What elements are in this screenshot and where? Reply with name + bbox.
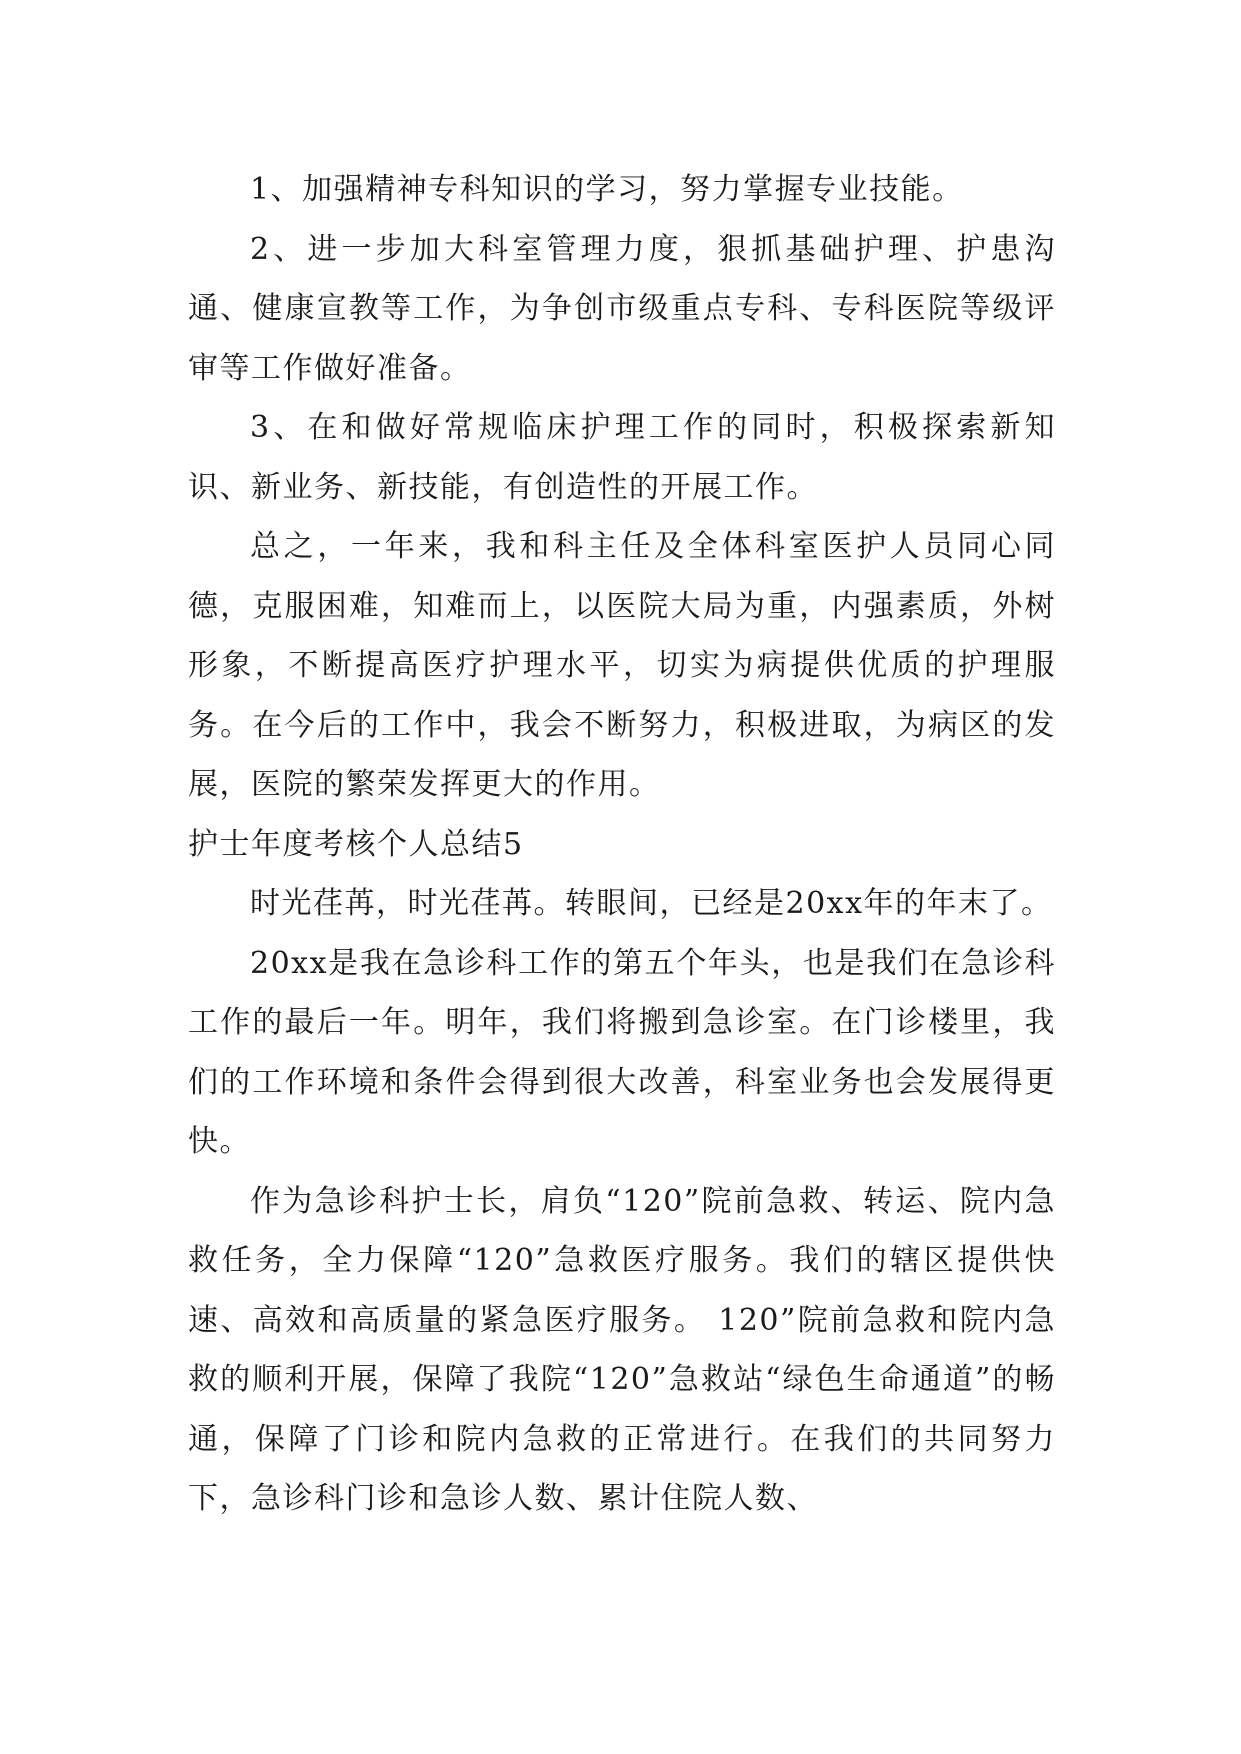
document-body (188, 160, 1056, 1529)
paragraph-item-3: 3、在和做好常规临床护理工作的同时，积极探索新知识、新业务、新技能，有创造性的开展工作。 (188, 410, 1056, 505)
paragraph-summary: 总之，一年来，我和科主任及全体科室医护人员同心同德，克服困难，知难而上，以医院大局为重，内强素质，外树形象，不断提高医疗护理水平，切实为病提供优质的护理服务。在今后的工作中，我会不断努力，积极进取，为病区的发展，医院的繁荣发挥更大的作用。 (188, 529, 1056, 802)
paragraph-fifth-year: 20xx是我在急诊科工作的第五个年头，也是我们在急诊科工作的最后一年。明年，我们将搬到急诊室。在门诊楼里，我们的工作环境和条件会得到很大改善，科室业务也会发展得更快。 (188, 945, 1056, 1159)
paragraph-item-1: 1、加强精神专科知识的学习，努力掌握专业技能。 (250, 172, 964, 207)
paragraph-item-2: 2、进一步加大科室管理力度，狠抓基础护理、护患沟通、健康宣教等工作，为争创市级重点专科、专科医院等级评审等工作做好准备。 (188, 231, 1056, 386)
paragraph-intro: 时光荏苒，时光荏苒。转眼间，已经是20xx年的年末了。 (250, 886, 1053, 921)
paragraph-head-nurse: 作为急诊科护士长，肩负“120”院前急救、转运、院内急救任务，全力保障“120”急救医疗服务。我们的辖区提供快速、高效和高质量的紧急医疗服务。 120”院前急救和院内急救的顺利开展，保障了我院“120”急救站“绿色生命通道”的畅通，保障了门诊和院内急救的正常进行。在我们的共同努力下，急诊科门诊和急诊人数、累计住院人数、 (188, 1183, 1056, 1516)
section-heading: 护士年度考核个人总结5 (188, 826, 524, 862)
